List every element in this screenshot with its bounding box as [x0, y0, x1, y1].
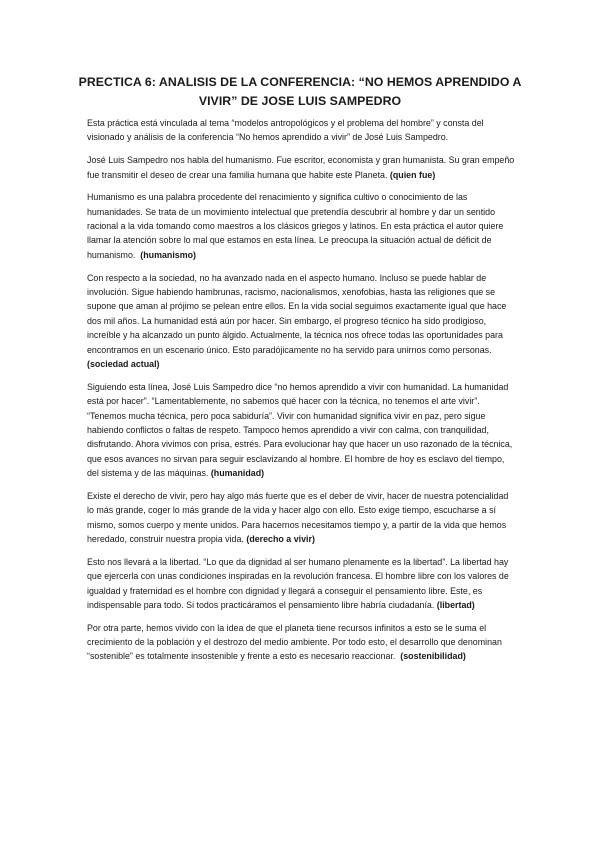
paragraph-derecho-a-vivir: [87, 489, 517, 547]
paragraph-tag: (quien fue): [389, 169, 436, 180]
paragraph-tag: (humanidad): [210, 468, 265, 479]
document-body: [87, 116, 517, 672]
paragraph-text: Existe el derecho de vivir, pero hay algo más fuerte que es el deber de vivir, hacer de nuestra potencialidad lo más grande, coger lo más grande de la vida y hacer algo con ello. Esto exige tiempo, escucharse a sí mismo, somos cuerpo y mente unidos. Para hacernos necesitamos tiempo y, a partir de la vida que hemos heredado, construir nuestra propia vida.: [87, 490, 509, 545]
paragraph-intro: [87, 116, 517, 145]
paragraph-text: Humanismo es una palabra procedente del renacimiento y significa cultivo o conocimiento de las humanidades. Se trata de un movimiento intelectual que pretendía descubrir al hombre y dar un sentido racional a la vida tomando como maestros a los clásicos griegos y latinos. En esta práctica el autor quiere llamar la atención sobre lo mal que estamos en esta línea. Le preocupa la situación actual de déficit de humanismo.: [87, 192, 504, 260]
paragraph-text: Esta práctica está vinculada al tema “modelos antropológicos y el problema del hombre” y consta del visionado y análisis de la conferencia “No hemos aprendido a vivir” de José Luis Sampedro.: [87, 118, 484, 143]
paragraph-sostenibilidad: [87, 621, 517, 664]
paragraph-tag: (derecho a vivir): [246, 534, 315, 545]
paragraph-tag: (libertad): [436, 599, 475, 610]
title-line-2: VIVIR” DE JOSE LUIS SAMPEDRO: [198, 94, 402, 108]
document-title: [70, 73, 530, 111]
paragraph-quien-fue: [87, 153, 517, 182]
paragraph-tag: (sostenibilidad): [400, 651, 466, 662]
paragraph-tag: (humanismo): [140, 249, 196, 260]
title-line-1: PRECTICA 6: ANALISIS DE LA CONFERENCIA: “NO HEMOS APRENDIDO A: [78, 75, 522, 89]
paragraph-sociedad-actual: [87, 271, 517, 372]
paragraph-libertad: [87, 555, 517, 613]
paragraph-text: José Luis Sampedro nos habla del humanismo. Fue escritor, economista y gran humanista. Su gran empeño fue transmitir el deseo de crear una familia humana que habite este Planeta.: [87, 155, 515, 180]
paragraph-humanidad: [87, 380, 517, 481]
paragraph-text: Por otra parte, hemos vivido con la idea de que el planeta tiene recursos infinitos a esto se le suma el crecimiento de la población y el destrozo del medio ambiente. Por todo esto, el desarrollo que denominan “sostenible” es totalmente insostenible y frente a esto es necesario reaccionar.: [87, 622, 502, 662]
paragraph-text: Con respecto a la sociedad, no ha avanzado nada en el aspecto humano. Incluso se puede hablar de involución. Sigue habiendo hambrunas, racismo, nacionalismos, xenofobias, hasta las religiones que se supone que aman al prójimo se pelean entre ellos. En la vida social seguimos exactamente igual que hace dos mil años. La humanidad está aún por hacer. Sin embargo, el progreso técnico ha sido prodigioso, increíble y ha alcanzado un punto álgido. Actualmente, la técnica nos ofrece todas las oportunidades para encontramos en un escenario único. Esto paradójicamente no ha servido para unirnos como personas.: [87, 272, 507, 355]
paragraph-text: Esto nos llevará a la libertad. “Lo que da dignidad al ser humano plenamente es la libertad”. La libertad hay que ejercerla con unas condiciones inspiradas en la revolución francesa. El hombre libre con los valores de igualdad y fraternidad es el hombre con dignidad y llegará a conseguir el pensamiento libre. Este, es indispensable para todo. Si todos practicáramos el pensamiento libre habría ciudadanía.: [87, 556, 509, 610]
paragraph-tag: (sociedad actual): [87, 358, 160, 369]
paragraph-text: Siguiendo esta línea, José Luis Sampedro dice “no hemos aprendido a vivir con humanidad. La humanidad está por hacer”. “Lamentablemente, no sabemos qué hacer con la técnica, no tenemos el arte vivir”. “Tenemos mucha técnica, pero poca sabiduría”. Vivir con humanidad significa vivir en paz, pero sigue habiendo conflictos o faltas de respeto. Tampoco hemos aprendido a vivir con calma, con tranquilidad, disfrutando. Ahora vivimos con prisa, estrés. Para evolucionar hay que hacer un uso razonado de la técnica, que esos avances no sirvan para seguir esclavizando al hombre. El hombre de hoy es esclavo del tiempo, del sistema y de las máquinas.: [87, 381, 513, 479]
paragraph-humanismo: [87, 190, 517, 262]
